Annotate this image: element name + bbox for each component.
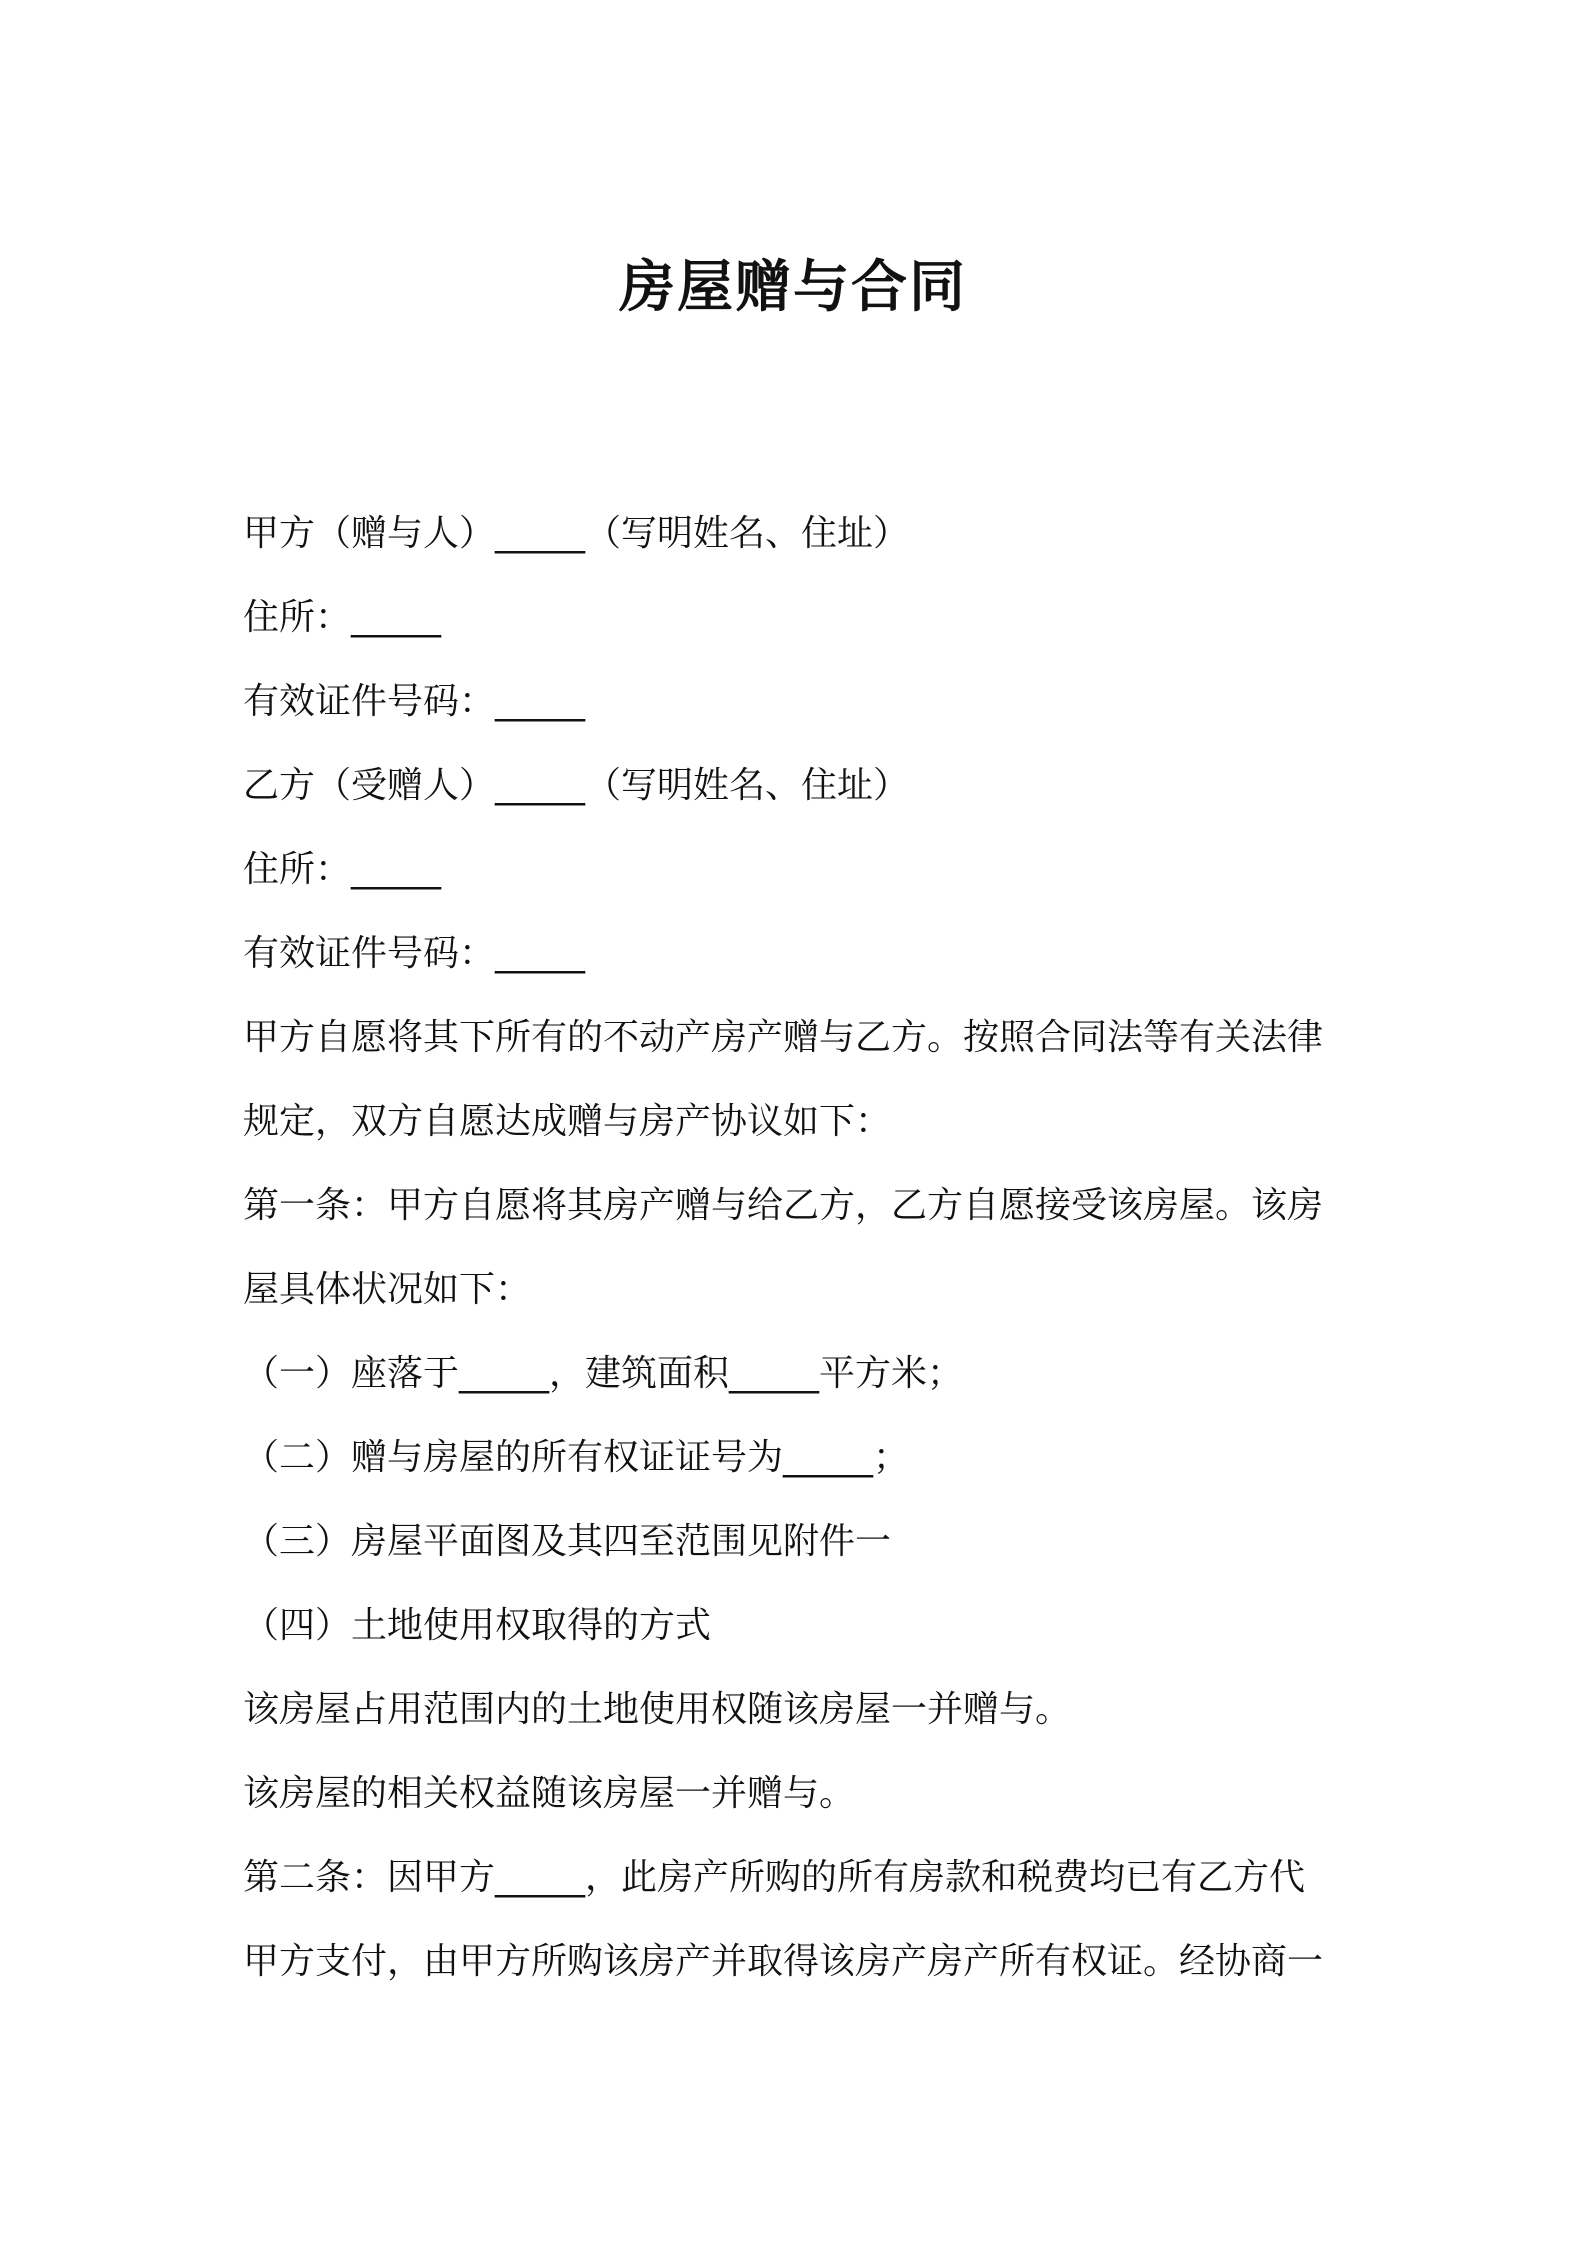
article-1-item-2: （二）赠与房屋的所有权证证号为_____； — [243, 1437, 910, 1478]
party-b-id-line: 有效证件号码：_____ — [243, 933, 586, 974]
article-2-line-1: 第二条：因甲方_____，此房产所购的所有房款和税费均已有乙方代 — [243, 1857, 1306, 1898]
article-2-line-2: 甲方支付，由甲方所购该房产并取得该房产房产所有权证。经协商一 — [243, 1941, 1324, 1982]
article-1-item-3: （三）房屋平面图及其四至范围见附件一 — [243, 1521, 892, 1562]
land-use-right-line: 该房屋占用范围内的土地使用权随该房屋一并赠与。 — [243, 1689, 1072, 1730]
article-1-item-1: （一）座落于_____，建筑面积_____平方米； — [243, 1353, 964, 1394]
party-a-residence-line: 住所：_____ — [243, 597, 442, 638]
article-1-line-2: 屋具体状况如下： — [243, 1269, 532, 1310]
preamble-line-2: 规定，双方自愿达成赠与房产协议如下： — [243, 1101, 892, 1142]
party-a-line: 甲方（赠与人）_____（写明姓名、住址） — [243, 513, 910, 554]
party-a-id-line: 有效证件号码：_____ — [243, 681, 586, 722]
document-body — [243, 492, 1363, 2004]
article-1-line-1: 第一条：甲方自愿将其房产赠与给乙方，乙方自愿接受该房屋。该房 — [243, 1185, 1324, 1226]
party-b-residence-line: 住所：_____ — [243, 849, 442, 890]
related-rights-line: 该房屋的相关权益随该房屋一并赠与。 — [243, 1773, 856, 1814]
article-1-item-4: （四）土地使用权取得的方式 — [243, 1605, 712, 1646]
party-b-line: 乙方（受赠人）_____（写明姓名、住址） — [243, 765, 910, 806]
preamble-line-1: 甲方自愿将其下所有的不动产房产赠与乙方。按照合同法等有关法律 — [243, 1017, 1324, 1058]
document-title: 房屋赠与合同 — [619, 255, 967, 320]
